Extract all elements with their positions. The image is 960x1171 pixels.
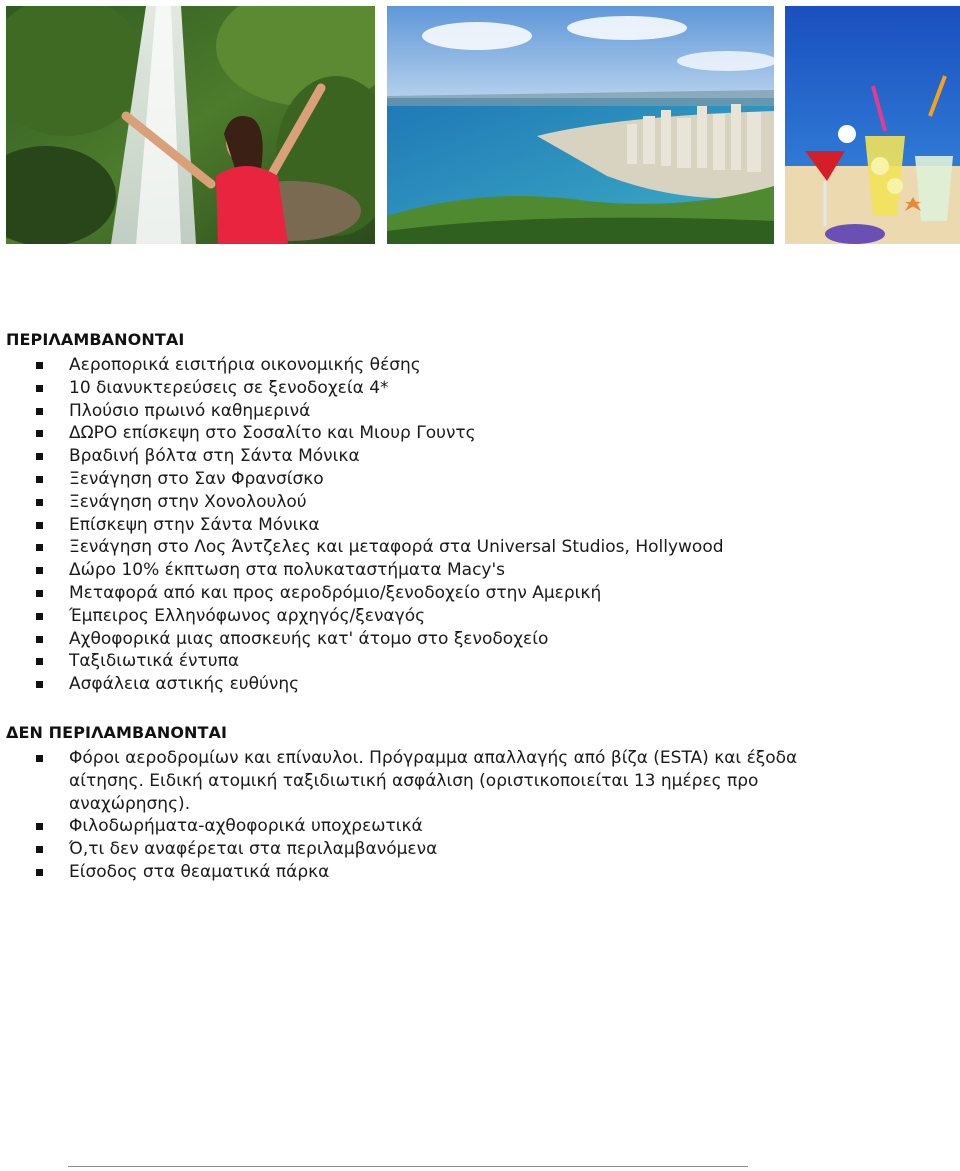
list-item — [36, 354, 846, 377]
excluded-list — [36, 747, 846, 884]
square-bullet-icon — [36, 755, 43, 762]
square-bullet-icon — [36, 613, 43, 620]
list-item — [36, 514, 846, 537]
list-item — [36, 747, 846, 815]
list-item — [36, 468, 846, 491]
list-item-text: Αχθοφορικά μιας αποσκευής κατ' άτομο στο ξενοδοχείο — [69, 628, 549, 649]
list-item — [36, 582, 846, 605]
cocktails-photo — [785, 6, 960, 244]
list-item — [36, 861, 846, 884]
list-item-text: Έμπειρος Ελληνόφωνος αρχηγός/ξεναγός — [69, 605, 426, 626]
included-list — [36, 354, 846, 696]
list-item-text: Είσοδος στα θεαματικά πάρκα — [69, 861, 330, 882]
square-bullet-icon — [36, 658, 43, 665]
waterfall-photo — [6, 6, 375, 244]
list-item — [36, 422, 846, 445]
square-bullet-icon — [36, 636, 43, 643]
list-item-text: Μεταφορά από και προς αεροδρόμιο/ξενοδοχείο στην Αμερική — [69, 582, 602, 603]
list-item-text: Δώρο 10% έκπτωση στα πολυκαταστήματα Macy's — [69, 560, 506, 581]
list-item-text: Φιλοδωρήματα-αχθοφορικά υποχρεωτικά — [69, 816, 423, 837]
list-item — [36, 673, 846, 696]
list-item-text: Βραδινή βόλτα στη Σάντα Μόνικα — [69, 446, 360, 467]
list-item — [36, 377, 846, 400]
square-bullet-icon — [36, 869, 43, 876]
list-item — [36, 838, 846, 861]
square-bullet-icon — [36, 544, 43, 551]
coastline-photo — [387, 6, 774, 244]
square-bullet-icon — [36, 499, 43, 506]
photo-banner — [6, 6, 960, 244]
square-bullet-icon — [36, 362, 43, 369]
list-item-text: 10 διανυκτερεύσεις σε ξενοδοχεία 4* — [69, 377, 389, 398]
square-bullet-icon — [36, 453, 43, 460]
square-bullet-icon — [36, 590, 43, 597]
list-item — [36, 815, 846, 838]
list-item-text: Φόροι αεροδρομίων και επίναυλοι. Πρόγραμμα απαλλαγής από βίζα (ESTA) και έξοδα αίτησης. Ειδική ατομική ταξιδιωτική ασφάλιση (οριστικοποιείται 13 ημέρες προ αναχώρησης). — [69, 748, 798, 814]
list-item — [36, 400, 846, 423]
square-bullet-icon — [36, 823, 43, 830]
included-title: ΠΕΡΙΛΑΜΒΑΝΟΝΤΑΙ — [6, 330, 185, 349]
list-item-text: Αεροπορικά εισιτήρια οικονομικής θέσης — [69, 355, 421, 375]
square-bullet-icon — [36, 681, 43, 688]
list-item-text: Ξενάγηση στο Σαν Φρανσίσκο — [69, 468, 324, 489]
list-item-text: Επίσκεψη στην Σάντα Μόνικα — [69, 514, 320, 535]
list-item — [36, 559, 846, 582]
square-bullet-icon — [36, 522, 43, 529]
list-item-text: ΔΩΡΟ επίσκεψη στο Σοσαλίτο και Μιουρ Γουντς — [69, 423, 476, 444]
list-item-text: Ασφάλεια αστικής ευθύνης — [69, 674, 300, 695]
list-item-text: Ό,τι δεν αναφέρεται στα περιλαμβανόμενα — [69, 839, 438, 860]
square-bullet-icon — [36, 476, 43, 483]
list-item — [36, 605, 846, 628]
square-bullet-icon — [36, 430, 43, 437]
list-item — [36, 628, 846, 651]
list-item — [36, 491, 846, 514]
square-bullet-icon — [36, 408, 43, 415]
list-item-text: Ταξιδιωτικά έντυπα — [69, 651, 240, 672]
square-bullet-icon — [36, 567, 43, 574]
list-item — [36, 650, 846, 673]
square-bullet-icon — [36, 846, 43, 853]
list-item-text: Ξενάγηση στην Χονολουλού — [69, 491, 307, 512]
list-item-text: Ξενάγηση στο Λος Άντζελες και μεταφορά στα Universal Studios, Hollywood — [69, 537, 724, 558]
list-item-text: Πλούσιο πρωινό καθημερινά — [69, 400, 311, 421]
list-item — [36, 445, 846, 468]
excluded-title: ΔΕΝ ΠΕΡΙΛΑΜΒΑΝΟΝΤΑΙ — [6, 723, 228, 742]
footer-divider — [68, 1166, 748, 1167]
square-bullet-icon — [36, 385, 43, 392]
list-item — [36, 536, 846, 559]
